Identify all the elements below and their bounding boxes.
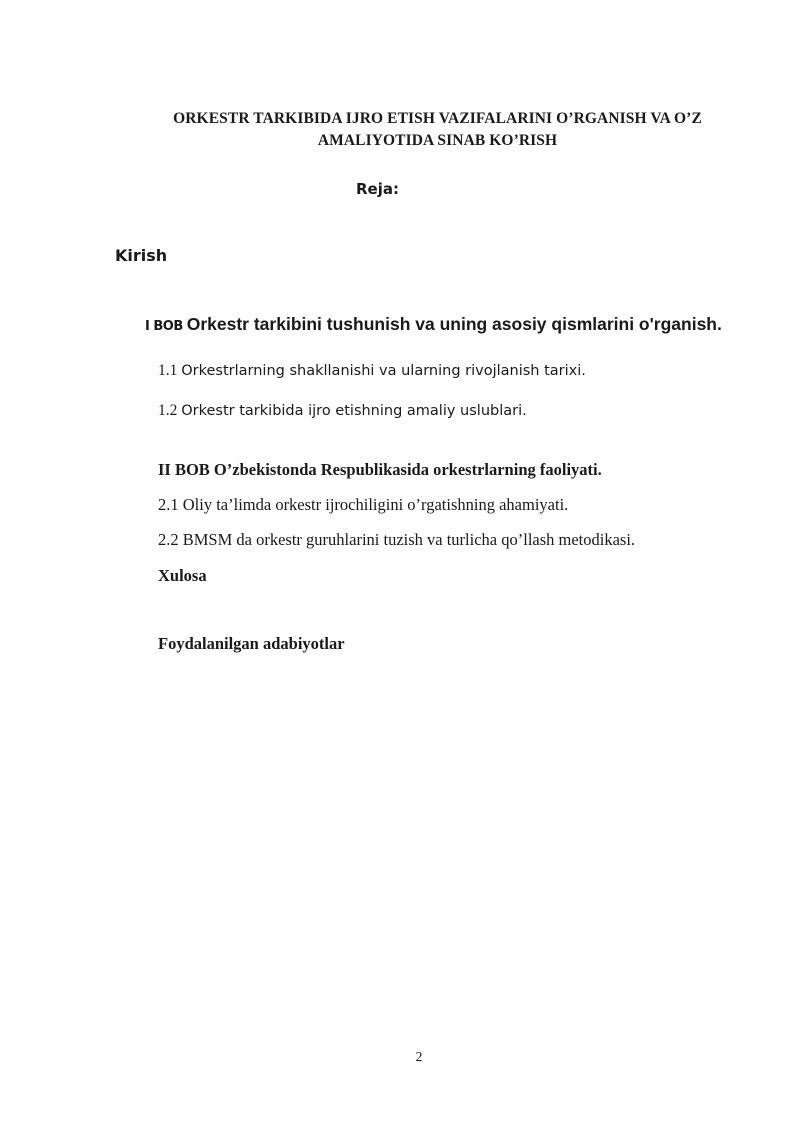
- section-2-1: 2.1 Oliy ta’limda orkestr ijrochiligini o’rgatishning ahamiyati.: [158, 495, 569, 514]
- section-2-2: 2.2 BMSM da orkestr guruhlarini tuzish va turlicha qo’llash metodikasi.: [158, 530, 636, 549]
- chapter-1-prefix: I BOB: [145, 319, 183, 334]
- section-1-1: [158, 362, 586, 380]
- section-1-1-number: 1.1: [158, 362, 178, 379]
- chapter-1-heading: [145, 314, 722, 335]
- section-1-1-title: Orkestrlarning shakllanishi va ularning rivojlanish tarixi.: [181, 363, 586, 379]
- title-line-1: ORKESTR TARKIBIDA IJRO ETISH VAZIFALARINI O’RGANISH VA O’Z: [173, 110, 702, 127]
- section-1-2-title: Orkestr tarkibida ijro etishning amaliy uslublari.: [181, 403, 527, 419]
- plan-heading: Reja:: [356, 180, 399, 198]
- chapter-2-heading: II BOB O’zbekistonda Respublikasida orkestrlarning faoliyati.: [158, 460, 602, 479]
- chapter-1-title: Orkestr tarkibini tushunish va uning asosiy qismlarini o'rganish.: [186, 314, 722, 334]
- references-entry: Foydalanilgan adabiyotlar: [158, 634, 345, 653]
- section-1-2: [158, 402, 527, 420]
- introduction-entry: Kirish: [115, 246, 168, 265]
- section-1-2-number: 1.2: [158, 402, 178, 419]
- document-title: [100, 108, 775, 152]
- page-number: 2: [415, 1049, 423, 1064]
- conclusion-entry: Xulosa: [158, 566, 207, 585]
- title-line-2: AMALIYOTIDA SINAB KO’RISH: [317, 132, 558, 149]
